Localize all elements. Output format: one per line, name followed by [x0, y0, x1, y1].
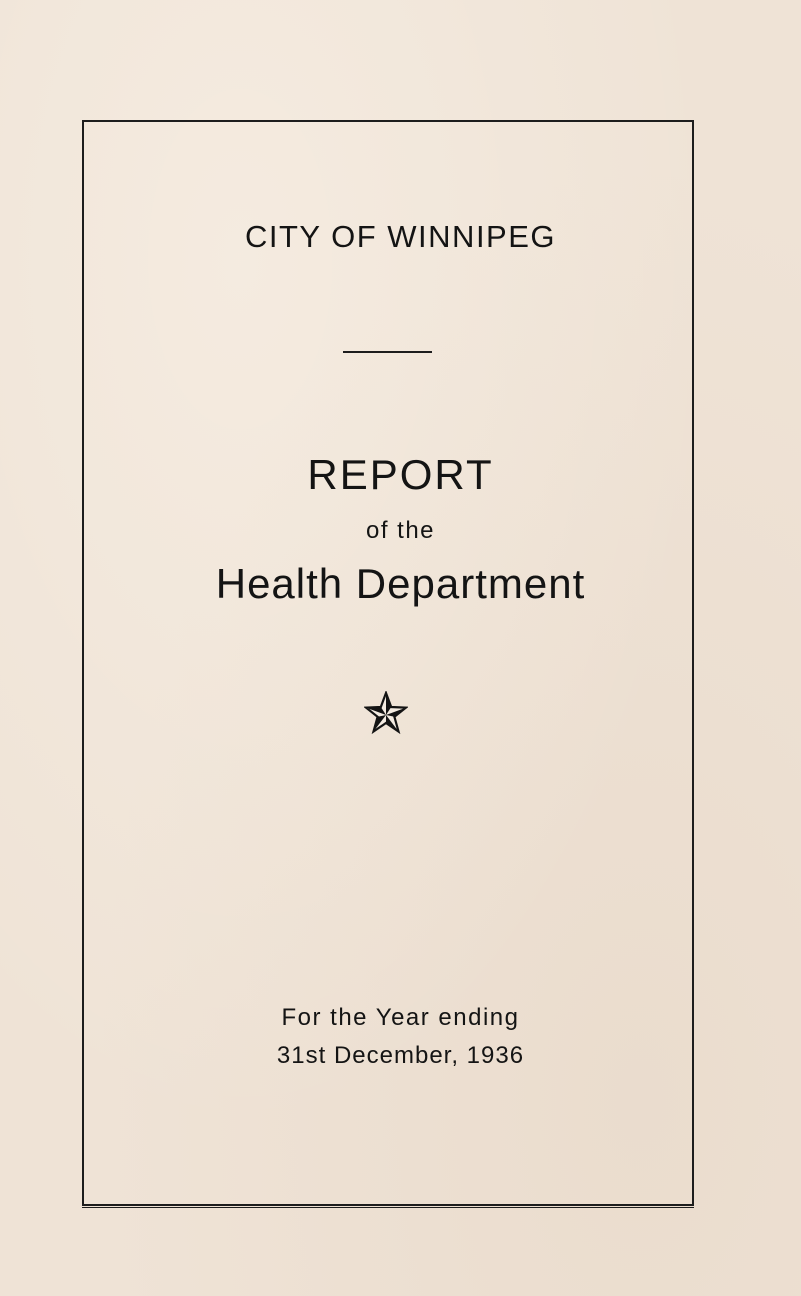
date-line: 31st December, 1936	[276, 1042, 525, 1069]
frame-bottom-rule	[82, 1207, 694, 1208]
city-heading: CITY OF WINNIPEG	[244, 219, 557, 254]
department-name: Health Department	[215, 560, 586, 607]
divider-rule	[343, 351, 432, 353]
period-line: For the Year ending	[281, 1004, 520, 1031]
star-icon	[364, 691, 408, 735]
report-title: REPORT	[307, 451, 494, 498]
title-connector: of the	[365, 517, 436, 544]
